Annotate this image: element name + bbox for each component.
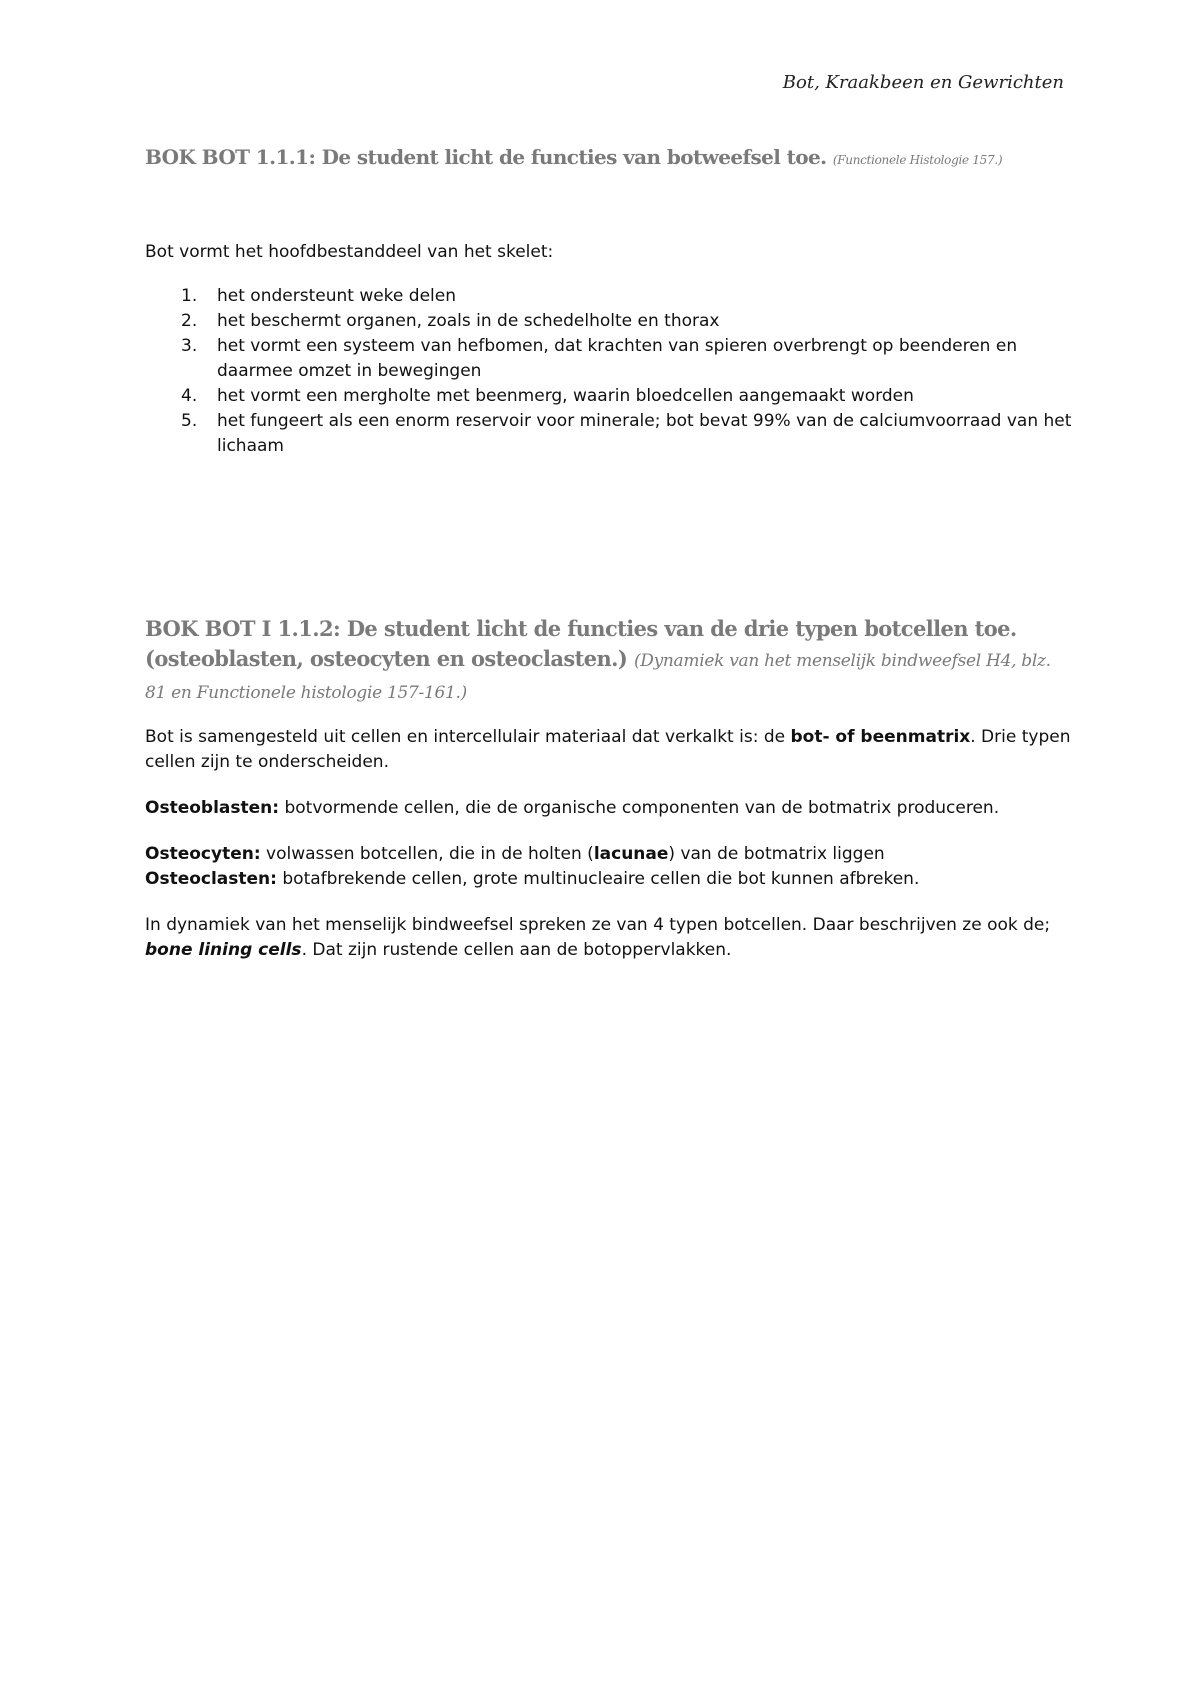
term-osteoclasten: Osteoclasten:	[145, 869, 277, 889]
term-osteocyten: Osteocyten:	[145, 844, 261, 864]
definition-text: volwassen botcellen, die in de holten (	[260, 844, 594, 864]
list-item-number: 1.	[181, 286, 198, 306]
list-item	[145, 334, 1075, 384]
term-osteoblasten: Osteoblasten:	[145, 798, 280, 818]
running-header: Bot, Kraakbeen en Gewrichten	[782, 72, 1064, 93]
list-item	[145, 384, 1075, 409]
section1-heading	[145, 145, 1002, 169]
list-item-number: 3.	[181, 336, 198, 356]
section2-heading	[145, 614, 1065, 708]
paragraph-osteocytes-osteoclasts	[145, 842, 1075, 892]
osteocyten-line	[145, 842, 1075, 867]
list-item-number: 5.	[181, 411, 198, 431]
term-lacunae: lacunae	[593, 844, 669, 864]
term-bone-lining-cells: bone lining cells	[145, 940, 302, 960]
list-item-number: 4.	[181, 386, 198, 406]
paragraph-text: . Drie typen cellen zijn te onderscheiden.	[145, 727, 1071, 772]
paragraph-text: . Dat zijn rustende cellen aan de botoppervlakken.	[301, 940, 732, 960]
definition-text: ) van de botmatrix liggen	[668, 844, 885, 864]
section1-reference: (Functionele Histologie 157.)	[832, 153, 1003, 167]
list-item-text: het beschermt organen, zoals in de schedelholte en thorax	[217, 311, 720, 331]
list-item	[145, 309, 1075, 334]
list-item-text: het fungeert als een enorm reservoir voor minerale; bot bevat 99% van de calciumvoorraad van het lichaam	[217, 411, 1072, 456]
section2-heading-text: BOK BOT I 1.1.2: De student licht de functies van de drie typen botcellen toe. (osteoblasten, osteocyten en osteoclasten.)	[145, 616, 1017, 671]
paragraph-osteoblasts	[145, 796, 1075, 821]
list-item-text: het vormt een mergholte met beenmerg, waarin bloedcellen aangemaakt worden	[217, 386, 914, 406]
paragraph-bone-lining-cells	[145, 913, 1075, 963]
list-item	[145, 409, 1075, 459]
term-bone-matrix: bot- of beenmatrix	[790, 727, 971, 747]
paragraph-text: Bot is samengesteld uit cellen en intercellulair materiaal dat verkalkt is: de	[145, 727, 791, 747]
section1-heading-text: BOK BOT 1.1.1: De student licht de functies van botweefsel toe.	[145, 145, 827, 169]
paragraph-text: In dynamiek van het menselijk bindweefsel spreken ze van 4 typen botcellen. Daar beschrijven ze ook de;	[145, 915, 1051, 935]
list-item-number: 2.	[181, 311, 198, 331]
list-item-text: het ondersteunt weke delen	[217, 286, 456, 306]
osteoclasten-line	[145, 867, 1075, 892]
section1-intro: Bot vormt het hoofdbestanddeel van het skelet:	[145, 242, 554, 262]
definition-text: botafbrekende cellen, grote multinucleaire cellen die bot kunnen afbreken.	[276, 869, 920, 889]
paragraph-composition	[145, 725, 1075, 775]
definition-text: botvormende cellen, die de organische componenten van de botmatrix produceren.	[279, 798, 1000, 818]
section2-reference: (Dynamiek van het menselijk bindweefsel H4, blz. 81 en Functionele histologie 157-161.)	[145, 651, 1051, 703]
functions-list	[145, 284, 1075, 459]
list-item	[145, 284, 1075, 309]
list-item-text: het vormt een systeem van hefbomen, dat krachten van spieren overbrengt op beenderen en daarmee omzet in bewegingen	[217, 336, 1018, 381]
